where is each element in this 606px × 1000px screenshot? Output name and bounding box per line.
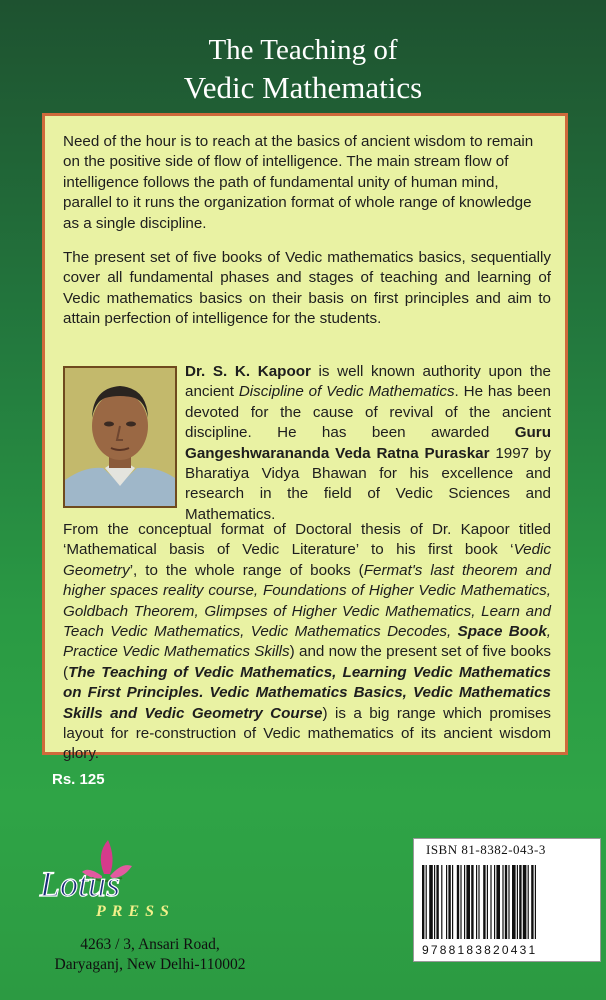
cover-title-line1: The Teaching of (208, 34, 398, 66)
author-photo (63, 366, 177, 508)
blurb-paragraph-1: Need of the hour is to reach at the basics of ancient wisdom to remain on the positive side of flow of intelligence. The main stream flow of intelligence follows the path of fundamental unity of human mind, parallel to it runs the organization format of whole range of knowledge as a single discipline. (63, 133, 534, 232)
author-portrait-icon (65, 368, 175, 506)
publisher-address-line1: 4263 / 3, Ansari Road, (80, 936, 220, 953)
bio-text-3: 1997 by Bharatiya Vidya Bhawan for his excellence and research in the field of Vedic Sciences and Mathematics. (185, 444, 551, 523)
bio-award: Guru Gangeshwarananda Veda Ratna Puraskar (185, 424, 551, 462)
publisher-logo (36, 832, 236, 922)
publisher-address-line2: Daryaganj, New Delhi-110002 (54, 956, 246, 973)
books-first-book: Vedic Geometry (63, 541, 551, 579)
blurb-paragraph-2: The present set of five books of Vedic mathematics basics, sequentially cover all fundamental phases and stages of teaching and learning of Vedic mathematics basics on their basis on first principles and aim to attain perfection of intelligence for the students. (63, 249, 551, 328)
logo-wordmark: Lotus (40, 864, 121, 904)
cover-title-line2: Vedic Mathematics (183, 70, 423, 105)
lotus-logo-icon (36, 832, 236, 922)
bio-text-1: is well known authority upon the ancient (185, 363, 551, 401)
barcode (413, 838, 601, 962)
author-name: Dr. S. K. Kapoor (185, 363, 311, 380)
author-bio (185, 362, 551, 525)
price-label: Rs. 125 (52, 771, 105, 788)
books-space-book: Space Book (457, 623, 547, 641)
books-text-2: ’, to the whole range of books ( (129, 561, 364, 579)
books-text-4: ) is a big range which promises layout for re-construction of Vedic mathematics of its ancient wisdom glory. (63, 704, 551, 763)
barcode-bars-icon (420, 865, 596, 941)
books-range: Fermat's last theorem and higher spaces reality course, Foundations of Higher Vedic Mathematics, Goldbach Theorem, Glimpses of Higher Vedic Mathematics, Learn and Teach Vedic Mathematics, Vedic Mathematics Decodes, (63, 561, 551, 641)
bio-text-2: . He has been devoted for the cause of revival of the ancient discipline. He has been awarded (185, 383, 551, 442)
blurb-panel (42, 113, 568, 763)
books-text-1: From the conceptual format of Doctoral thesis of Dr. Kapoor titled ‘Mathematical basis of Vedic Literature’ to his first book ‘ (63, 521, 551, 559)
books-text-3: ) and now the present set of five books ( (63, 643, 551, 681)
logo-press: PRESS (96, 903, 175, 920)
books-range-2: , Practice Vedic Mathematics Skills (63, 623, 552, 661)
isbn-label: ISBN 81-8382-043-3 (426, 842, 546, 857)
bio-discipline: Discipline of Vedic Mathematics (238, 383, 455, 401)
books-five-books: The Teaching of Vedic Mathematics, Learning Vedic Mathematics on First Principles. Vedic Mathematics Basics, Vedic Mathematics Skills and Vedic Geometry Course (63, 663, 551, 722)
books-paragraph (63, 520, 551, 765)
barcode-number: 9788183820431 (422, 943, 538, 957)
